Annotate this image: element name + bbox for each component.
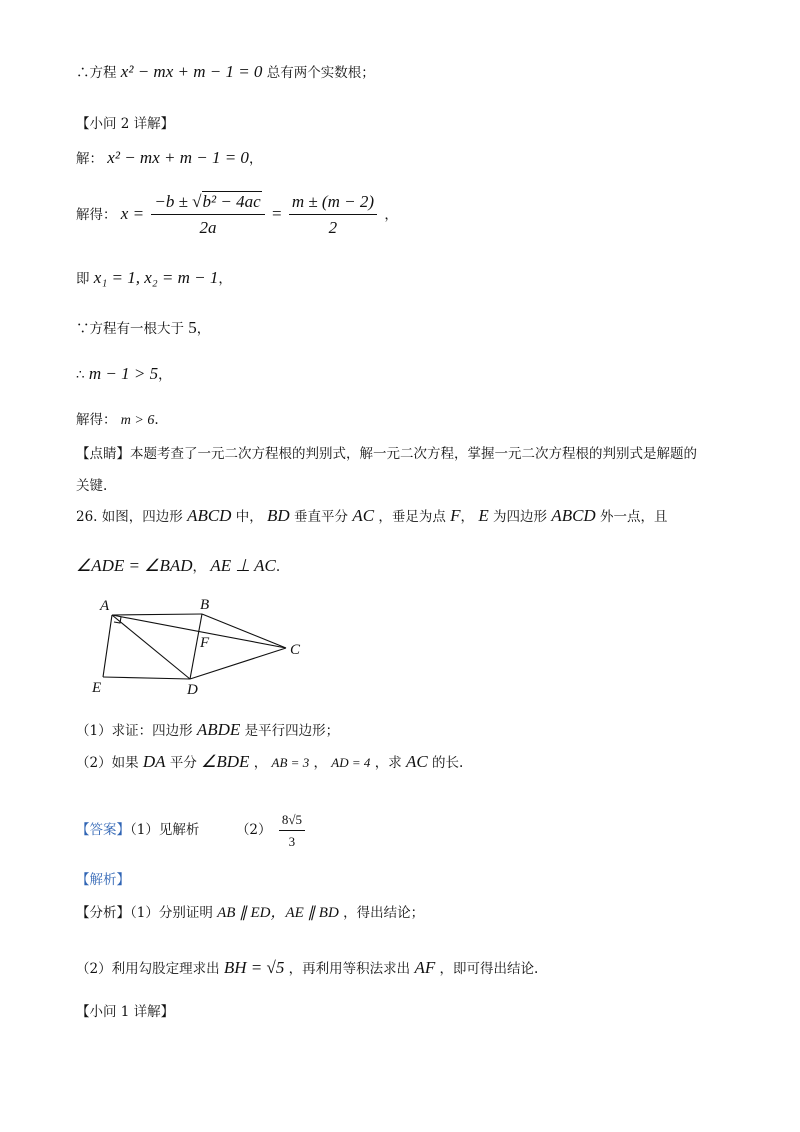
therefore-symbol: ∴ <box>76 367 85 383</box>
text: . <box>154 412 159 428</box>
remark-line: 【点睛】本题考查了一元二次方程根的判别式，解一元二次方程，掌握一元二次方程根的判别式是解题的 <box>76 446 697 462</box>
text: 方程有一根大于 <box>89 321 184 337</box>
label-D: D <box>187 682 198 698</box>
question-condition: ∠ADE = ∠BAD， AE ⊥ AC. <box>76 556 281 575</box>
text: 解： <box>76 151 103 167</box>
because-symbol: ∵ <box>76 321 90 337</box>
text: 方程 <box>89 65 117 81</box>
sub-question-2: （2）如果 DA 平分 ∠BDE ， AB = 3 ， AD = 4 ，求 AC 的长. <box>76 752 464 771</box>
therefore-symbol: ∴ <box>76 65 90 81</box>
equals-sign: = <box>271 203 282 223</box>
equation: x = <box>120 203 145 223</box>
label-F: F <box>200 635 210 651</box>
text: 即 <box>76 271 90 287</box>
segment-BC <box>202 614 286 648</box>
fraction: $\frac{m \pm (m - 2)}{2}$ <box>289 192 377 239</box>
text: ， <box>384 206 398 223</box>
answer-fraction: $\frac{8√5}{3}$ <box>279 812 305 849</box>
equation: x² − mx + m − 1 = 0 <box>107 148 249 167</box>
segment-DE <box>103 677 190 679</box>
text: ， <box>158 367 172 383</box>
segment-EA <box>103 615 112 677</box>
text: 解得： <box>76 412 117 428</box>
answer-tag: 【答案】 <box>76 822 130 839</box>
text: ， <box>218 271 232 287</box>
equation: x₁ = 1, x₂ = m − 1 <box>93 268 219 287</box>
question-26: 26. 如图，四边形 ABCD 中， BD 垂直平分 AC ，垂足为点 F， E 为四边形 ABCD 外一点，且 <box>76 506 668 525</box>
answer-line: 【答案】（1）见解析 （2） $\frac{8√5}{3}$ <box>76 812 308 849</box>
text: ， <box>196 321 211 337</box>
label-C: C <box>290 642 301 658</box>
fraction: $\frac{\text{−b ± √b² − 4ac}}{2a}$ <box>151 192 264 239</box>
section-heading: 【小问 2 详解】 <box>76 116 175 132</box>
equation: m − 1 > 5 <box>88 364 159 383</box>
segment-AD <box>112 615 190 679</box>
segment-CD <box>190 648 286 679</box>
label-E: E <box>92 680 102 696</box>
remark-line: 关键. <box>76 478 108 494</box>
analysis-heading: 【解析】 <box>76 872 130 888</box>
equation: x² − mx + m − 1 = 0 <box>120 62 263 81</box>
text: 总有两个实数根； <box>266 65 375 81</box>
analysis-line-2: （2）利用勾股定理求出 BH = √5 ，再利用等积法求出 AF ，即可得出结论. <box>76 958 539 977</box>
label-A: A <box>100 598 110 614</box>
label-B: B <box>200 597 210 613</box>
text: ， <box>248 151 263 167</box>
segment-AB <box>112 614 202 615</box>
sub-question-1: （1）求证：四边形 ABDE 是平行四边形； <box>76 720 340 739</box>
equation: m > 6 <box>120 413 155 428</box>
number: 5 <box>188 318 197 337</box>
section-heading: 【小问 1 详解】 <box>76 1004 175 1020</box>
text: 解得： <box>76 206 117 223</box>
analysis-line-1: 【分析】（1）分别证明 AB ∥ ED，AE ∥ BD ，得出结论； <box>76 905 425 921</box>
